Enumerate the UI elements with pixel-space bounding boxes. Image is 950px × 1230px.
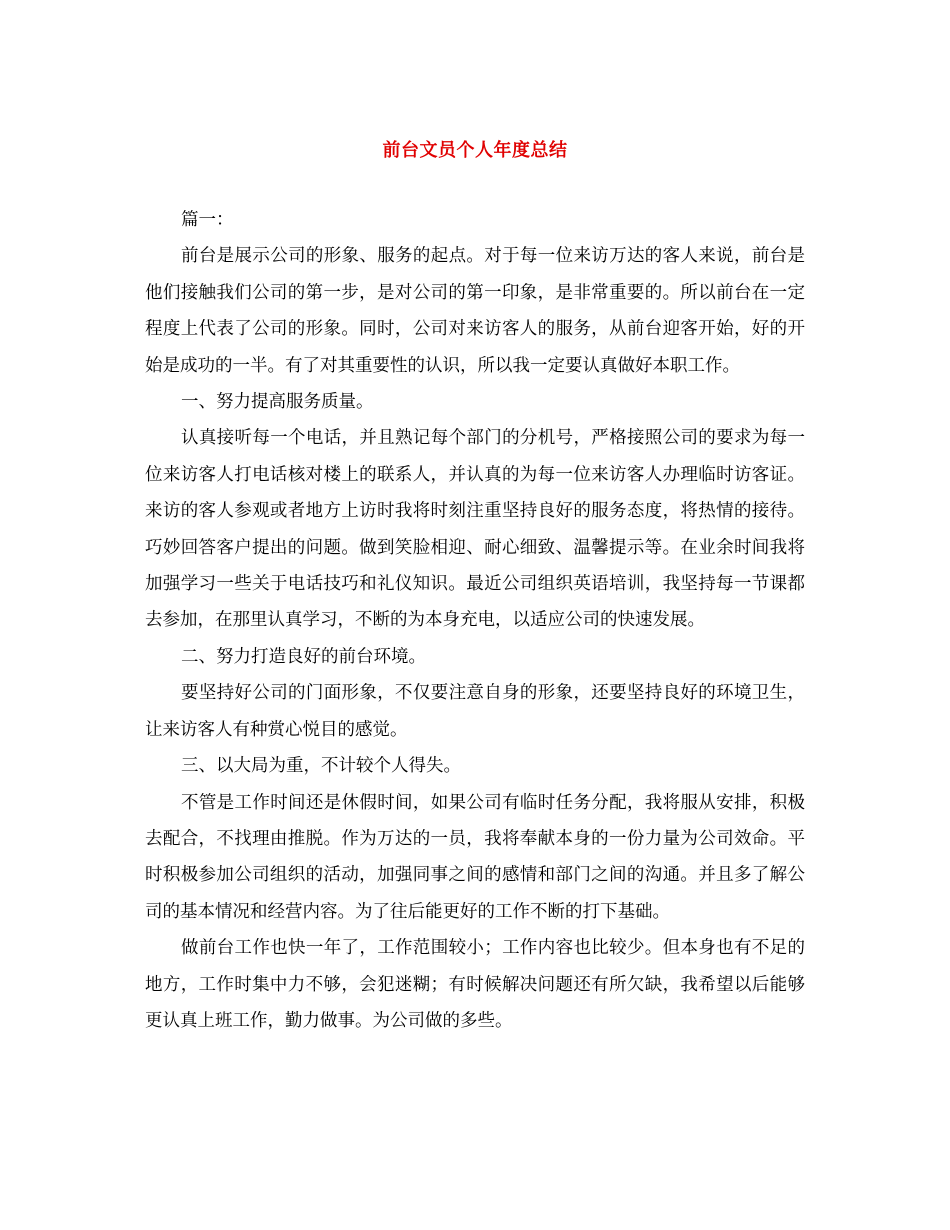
document-title: 前台文员个人年度总结 — [382, 140, 568, 161]
paragraph: 认真接听每一个电话，并且熟记每个部门的分机号，严格接照公司的要求为每一位来访客人打电话核对楼上的联系人，并认真的为每一位来访客人办理临时访客证。来访的客人参观或者地方上访时我将时刻注重坚持良好的服务态度，将热情的接待。巧妙回答客户提出的问题。做到笑脸相迎、耐心细致、温馨提示等。在业余时间我将加强学习一些关于电话技巧和礼仪知识。最近公司组织英语培训，我坚持每一节课都去参加，在那里认真学习，不断的为本身充电，以适应公司的快速发展。 — [145, 428, 805, 631]
paragraph-heading: 篇一： — [181, 210, 234, 230]
paragraph: 前台是展示公司的形象、服务的起点。对于每一位来访万达的客人来说，前台是他们接触我们公司的第一步，是对公司的第一印象，是非常重要的。所以前台在一定程度上代表了公司的形象。同时，公司对来访客人的服务，从前台迎客开始，好的开始是成功的一半。有了对其重要性的认识，所以我一定要认真做好本职工作。 — [145, 246, 805, 376]
paragraph: 不管是工作时间还是休假时间，如果公司有临时任务分配，我将服从安排，积极去配合，不找理由推脱。作为万达的一员，我将奉献本身的一份力量为公司效命。平时积极参加公司组织的活动，加强同事之间的感情和部门之间的沟通。并且多了解公司的基本情况和经营内容。为了往后能更好的工作不断的打下基础。 — [145, 792, 805, 922]
section-heading: 一、努力提高服务质量。 — [181, 392, 374, 413]
document-body — [145, 202, 805, 1039]
section-heading: 二、努力打造良好的前台环境。 — [181, 646, 426, 667]
section-heading: 三、以大局为重，不计较个人得失。 — [181, 756, 461, 777]
paragraph: 做前台工作也快一年了，工作范围较小；工作内容也比较少。但本身也有不足的地方，工作时集中力不够，会犯迷糊；有时候解决问题还有所欠缺，我希望以后能够更认真上班工作，勤力做事。为公司做的多些。 — [145, 938, 805, 1031]
paragraph: 要坚持好公司的门面形象，不仅要注意自身的形象，还要坚持良好的环境卫生，让来访客人有种赏心悦目的感觉。 — [145, 683, 805, 740]
